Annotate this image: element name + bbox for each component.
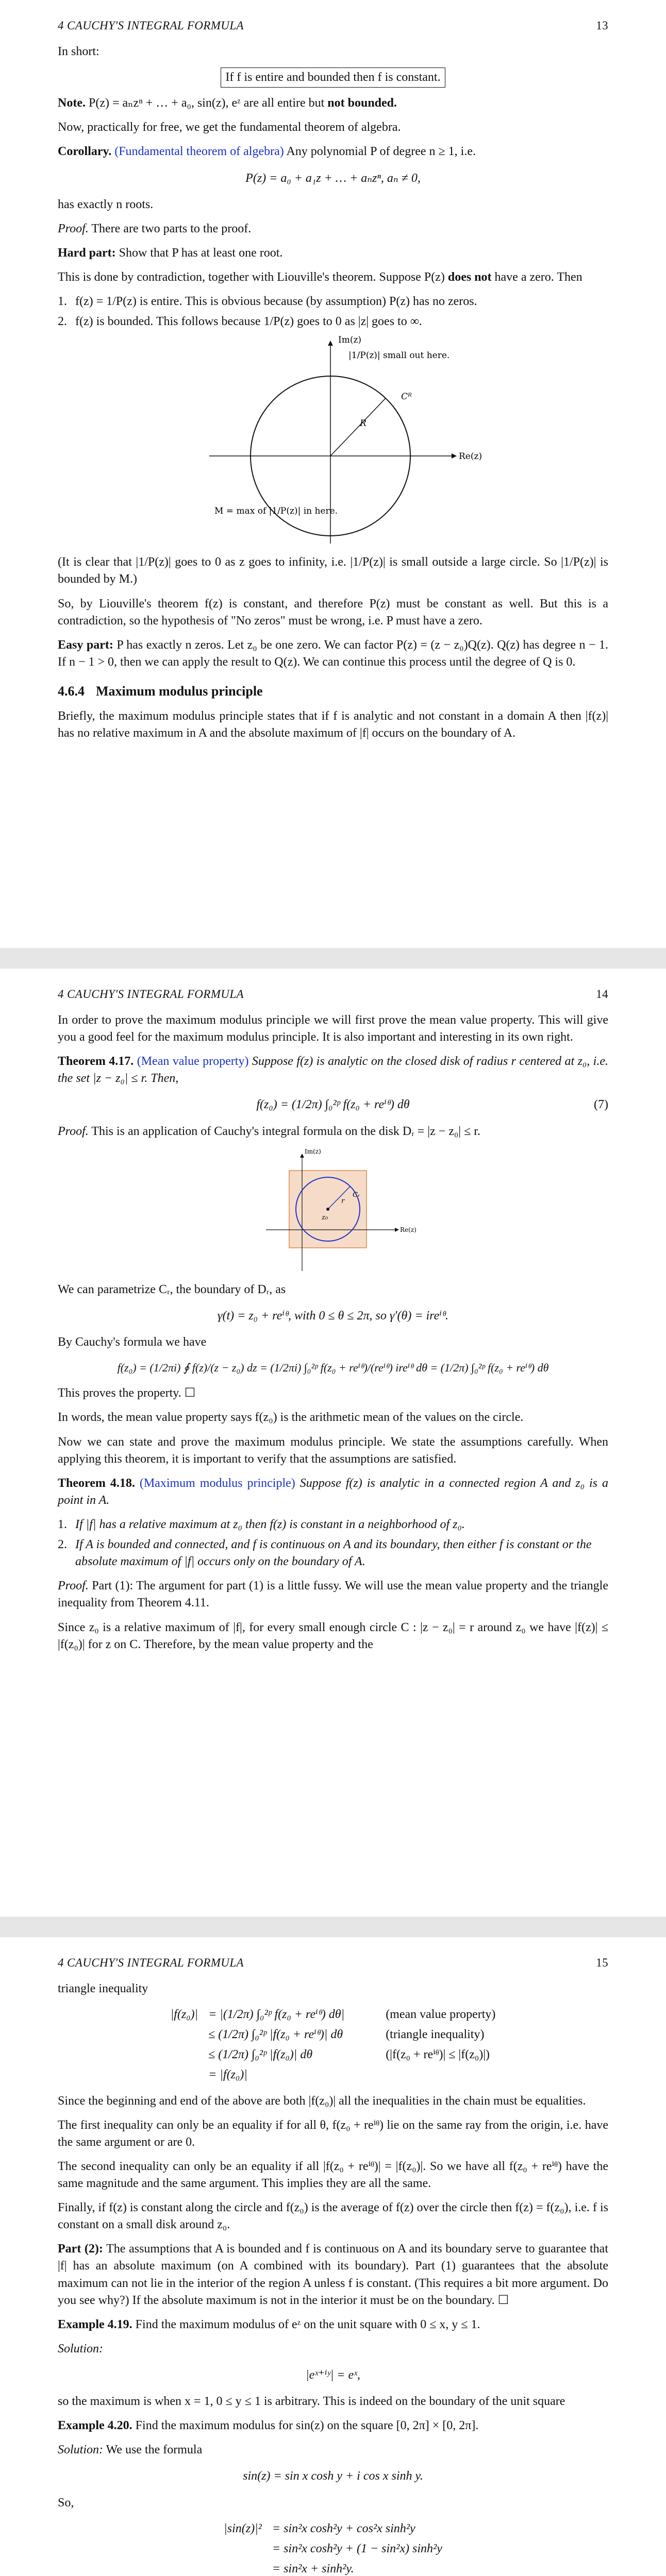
example-text: Find the maximum modulus for sin(z) on the square [0, 2π] × [0, 2π].: [132, 2419, 479, 2433]
note-bold: not bounded.: [327, 96, 397, 110]
chain-row: [165, 2025, 501, 2045]
paragraph: Since the beginning and end of the above are both |f(z₀)| all the inequalities in the chain must be equalities.: [58, 2094, 586, 2108]
param-equation: γ(t) = z₀ + reⁱᶿ, with 0 ≤ θ ≤ 2π, so γ′(θ) = ireⁱᶿ.: [218, 1309, 448, 1323]
chain-note: (triangle inequality): [386, 2028, 485, 2042]
corollary: [58, 143, 608, 160]
page-14: [0, 969, 666, 1917]
z0-label: z₀: [322, 1213, 328, 1222]
radius-line: [330, 398, 386, 456]
im-axis-arrow: [300, 1154, 304, 1158]
boxed-text: If f is entire and bounded then f is constant.: [221, 67, 445, 88]
chain-rhs: = sin²x cosh²y + (1 − sin²x) sinh²y: [272, 2541, 442, 2555]
hard-part: [58, 245, 608, 262]
chain-rhs: = |f(z₀)|: [208, 2068, 247, 2082]
solution-text: Solution:: [58, 2342, 103, 2355]
example: [58, 2417, 608, 2434]
proof-label: Proof.: [58, 222, 89, 235]
chain-row: [165, 2045, 501, 2065]
chain-rhs: ≤ (1/2π) ∫₀²ᵖ |f(z₀ + reⁱᶿ)| dθ: [208, 2028, 343, 2042]
chapter-title: 4 CAUCHY'S INTEGRAL FORMULA: [58, 19, 244, 32]
page-header: [58, 969, 608, 1003]
proof-text: This is an application of Cauchy's integral formula on the disk Dᵣ = |z − z₀| ≤ r.: [88, 1124, 480, 1138]
figure-caption: (It is clear that |1/P(z)| goes to 0 as z goes to infinity, i.e. |1/P(z)| is small outside a large circle. So |1/P(z)| is bounded by M.): [58, 555, 608, 586]
theorem-list: [58, 1516, 608, 1570]
mvp-formula: f(z₀) = (1/2π) ∫₀²ᵖ f(z₀ + reⁱᶿ) dθ: [256, 1098, 410, 1112]
inequality-chain: [165, 2005, 501, 2085]
page-number: 13: [596, 19, 608, 32]
solution-label: [58, 2341, 608, 2358]
list-item-text: If A is bounded and connected, and f is continuous on A and its boundary, then either f is constant or the absolute maximum of |f| occurs only on the boundary of A.: [75, 1538, 592, 1569]
paragraph: triangle inequality: [58, 1982, 148, 1995]
example: [58, 2316, 608, 2333]
chain-row: [219, 2559, 447, 2576]
chain-rhs: = sin²x + sinh²y.: [272, 2562, 354, 2575]
chain-rhs: = |(1/2π) ∫₀²ᵖ f(z₀ + reⁱᶿ) dθ|: [208, 2008, 345, 2022]
center-point: [326, 1208, 329, 1211]
paragraph: So, by Liouville's theorem f(z) is constant, and therefore P(z) must be constant as well. But this is a contradiction, so the hypothesis of "No zeros" must be wrong, i.e. P must have a zero.: [58, 597, 608, 628]
solution-label: Solution:: [58, 2443, 103, 2457]
example-text: Find the maximum modulus of eᶻ on the unit square with 0 ≤ x, y ≤ 1.: [132, 2317, 480, 2331]
re-axis-arrow: [452, 453, 457, 459]
paragraph: Briefly, the maximum modulus principle states that if f is analytic and not constant in a domain A then |f(z)| has no relative maximum in A and the absolute maximum of |f| occurs on the boundary of A.: [58, 709, 608, 740]
example-label: Example 4.19.: [58, 2317, 132, 2331]
proof-list: [58, 293, 608, 330]
section-heading: [58, 682, 608, 701]
list-item: 2. If A is bounded and connected, and f is continuous on A and its boundary, then either f is constant or the absolute maximum of |f| occurs only on the boundary of A.: [58, 1536, 608, 1570]
im-label: Im(z): [338, 335, 362, 346]
solution-text: We use the formula: [103, 2443, 203, 2457]
proof-text: Part (1): The argument for part (1) is a little fussy. We will use the mean value property and the triangle inequality from Theorem 4.11.: [58, 1579, 608, 1610]
mmp-link[interactable]: (Maximum modulus principle): [139, 1476, 295, 1490]
contradiction-text: This is done by contradiction, together with Liouville's theorem. Suppose P(z): [58, 270, 448, 284]
example-label: Example 4.20.: [58, 2419, 132, 2433]
paragraph: We can parametrize Cᵣ, the boundary of Dᵣ, as: [58, 1282, 286, 1296]
disk-figure: [58, 1147, 608, 1276]
sin-formula: sin(z) = sin x cosh y + i cos x sinh y.: [243, 2469, 423, 2483]
chain-row: [165, 2065, 501, 2085]
paragraph: Now, practically for free, we get the fundamental theorem of algebra.: [58, 121, 401, 134]
page-15: [0, 1937, 666, 2576]
page-number: 15: [596, 1956, 608, 1970]
contradiction-text-end: have a zero. Then: [491, 270, 582, 284]
contradiction-bold: does not: [447, 270, 492, 284]
paragraph: The first inequality can only be an equality if for all θ, f(z₀ + reⁱᶿ) lie on the same ray from the origin, i.e. have the same argument or are 0.: [58, 2118, 608, 2149]
chain-note: (mean value property): [386, 2008, 496, 2022]
chain-row: [219, 2519, 447, 2539]
mvp-equation: [58, 1096, 608, 1113]
hard-text: Show that P has at least one root.: [115, 246, 283, 260]
paragraph: Finally, if f(z) is constant along the circle and f(z₀) is the average of f(z) over the circle then f(z) = f(z₀), i.e. f is constant on a small disk around z₀.: [58, 2201, 608, 2232]
liouville-figure: [58, 337, 608, 549]
paragraph: By Cauchy's formula we have: [58, 1335, 207, 1349]
re-label: Re(z): [400, 1226, 417, 1233]
section-title: Maximum modulus principle: [96, 683, 263, 699]
theorem: [58, 1475, 608, 1509]
paragraph: In short:: [58, 45, 99, 58]
note-paragraph: [58, 95, 608, 112]
equation-tag: (7): [594, 1098, 608, 1112]
fta-link[interactable]: (Fundamental theorem of algebra): [114, 145, 284, 159]
theorem: [58, 1053, 608, 1087]
corollary-text: Any polynomial P of degree n ≥ 1, i.e.: [284, 145, 476, 159]
easy-text: P has exactly n zeros. Let z₀ be one zero. We can factor P(z) = (z − z₀)Q(z). Q(z) has degree n − 1. If n − 1 > 0, then we can apply the result to Q(z). We can continue this process until the degree of Q is 0.: [58, 638, 608, 669]
part2-label: Part (2):: [58, 2242, 103, 2256]
proof-paragraph: [58, 221, 608, 238]
section-number: 4.6.4: [58, 683, 85, 699]
max-label: M = max of |1/P(z)| in here.: [214, 506, 338, 517]
hard-label: Hard part:: [58, 246, 116, 260]
paragraph: In order to prove the maximum modulus principle we will first prove the mean value property. This will give you a good feel for the maximum modulus principle. It is also important and interesting in its own right.: [58, 1013, 608, 1044]
small-label: |1/P(z)| small out here.: [348, 350, 450, 361]
note-text: P(z) = aₙzⁿ + … + a₀, sin(z), eᶻ are all entire but: [85, 96, 328, 110]
re-label: Re(z): [459, 451, 482, 462]
polynomial-equation: P(z) = a₀ + a₁z + … + aₙzⁿ, aₙ ≠ 0,: [245, 171, 421, 185]
chain-note: (|f(z₀ + reⁱᶿ)| ≤ |f(z₀)|): [386, 2048, 490, 2062]
paragraph: This proves the property. ☐: [58, 1386, 196, 1400]
theorem-label: Theorem 4.18.: [58, 1476, 135, 1490]
chain-row: [165, 2005, 501, 2025]
paragraph: Now we can state and prove the maximum modulus principle. We state the assumptions carefully. When applying this theorem, it is important to verify that the assumptions are satisfied.: [58, 1435, 608, 1466]
boxed-statement: [58, 67, 608, 88]
im-axis-arrow: [328, 341, 333, 346]
solution-paragraph: [58, 2442, 608, 2459]
chain-lhs: |f(z₀)|: [170, 2008, 198, 2022]
chain-rhs: = sin²x cosh²y + cos²x sinh²y: [272, 2521, 415, 2535]
sin-chain: [219, 2519, 447, 2576]
proof-paragraph: [58, 1578, 608, 1612]
corollary-label: Corollary.: [58, 145, 112, 159]
note-label: Note.: [58, 96, 86, 110]
part2-text: The assumptions that A is bounded and f is continuous on A and its boundary serve to guarantee that |f| has an absolute maximum (on A combined with its boundary). Part (1) guarantees that the absolute maximum can not lie in the interior of the region A unless f is constant. (This requires a bit more argument. Do you see why?) If the absolute maximum is not in the interior it must be on the boundary. ☐: [58, 2242, 609, 2307]
cauchy-equation: f(z₀) = (1/2πi) ∮ f(z)/(z − z₀) dz = (1/2πi) ∫₀²ᵖ f(z₀ + reⁱᶿ)/(reⁱᶿ) ireⁱᶿ dθ = (1/2π) ∫₀²ᵖ f(z₀ + reⁱᶿ) dθ: [117, 1361, 549, 1374]
im-label: Im(z): [305, 1147, 321, 1155]
page-header: [58, 0, 608, 34]
page-header: [58, 1937, 608, 1971]
paragraph: So,: [58, 2496, 74, 2510]
list-item: 2. f(z) is bounded. This follows because 1/P(z) goes to 0 as |z| goes to ∞.: [58, 313, 608, 330]
paragraph: has exactly n roots.: [58, 197, 154, 211]
list-item-text: f(z) = 1/P(z) is entire. This is obvious because (by assumption) P(z) has no zeros.: [75, 295, 477, 309]
mvp-link[interactable]: (Mean value property): [137, 1055, 249, 1069]
circle-diagram: [194, 335, 482, 549]
re-axis-arrow: [395, 1228, 399, 1232]
disk-diagram: [256, 1147, 417, 1276]
cr-label: Cᴿ: [401, 392, 412, 402]
r-label: r: [341, 1197, 345, 1205]
paragraph: so the maximum is when x = 1, 0 ≤ y ≤ 1 is arbitrary. This is indeed on the boundary of the unit square: [58, 2395, 565, 2409]
theorem-text: Suppose f(z) is analytic on the closed disk of radius r centered at z₀, i.e. the set |z − z₀| ≤ r. Then,: [58, 1055, 609, 1086]
paragraph: In words, the mean value property says f(z₀) is the arithmetic mean of the values on the circle.: [58, 1411, 524, 1425]
chain-lhs: |sin(z)|²: [224, 2521, 262, 2535]
list-item: 1. f(z) = 1/P(z) is entire. This is obvious because (by assumption) P(z) has no zeros.: [58, 293, 608, 310]
chapter-title: 4 CAUCHY'S INTEGRAL FORMULA: [58, 988, 244, 1001]
easy-label: Easy part:: [58, 638, 113, 652]
proof-label: Proof.: [58, 1124, 89, 1138]
part2-paragraph: [58, 2241, 608, 2309]
easy-part: [58, 637, 608, 671]
proof-text: There are two parts to the proof.: [88, 222, 252, 235]
paragraph: Since z₀ is a relative maximum of |f|, for every small enough circle C : |z − z₀| = r around z₀ we have |f(z)| ≤ |f(z₀)| for z on C. Therefore, by the mean value property and the: [58, 1620, 608, 1651]
chain-row: [219, 2539, 447, 2559]
cr-label: Cᵣ: [353, 1191, 360, 1199]
list-item-text: f(z) is bounded. This follows because 1/P(z) goes to 0 as |z| goes to ∞.: [75, 315, 422, 329]
page-13: [0, 0, 666, 948]
paragraph: The second inequality can only be an equality if all |f(z₀ + reⁱᶿ)| = |f(z₀)|. So we have all f(z₀ + reⁱᶿ) have the same magnitude and the same argument. This implies they are all the same.: [58, 2159, 608, 2190]
ex19-equation: |eˣ⁺ⁱʸ| = eˣ,: [306, 2368, 360, 2382]
contradiction-paragraph: [58, 269, 608, 286]
proof-label: Proof.: [58, 1579, 89, 1593]
chain-rhs: ≤ (1/2π) ∫₀²ᵖ |f(z₀)| dθ: [208, 2048, 313, 2062]
list-item-text: If |f| has a relative maximum at z₀ then f(z) is constant in a neighborhood of z₀.: [75, 1518, 465, 1531]
page-number: 14: [596, 988, 608, 1001]
list-item: 1. If |f| has a relative maximum at z₀ then f(z) is constant in a neighborhood of z₀.: [58, 1516, 608, 1533]
theorem-label: Theorem 4.17.: [58, 1055, 134, 1069]
r-label: R: [360, 418, 367, 429]
theorem-text: Suppose f(z) is analytic in a connected region A and z₀ is a point in A.: [58, 1476, 609, 1507]
chapter-title: 4 CAUCHY'S INTEGRAL FORMULA: [58, 1956, 244, 1970]
proof-paragraph: [58, 1123, 608, 1140]
